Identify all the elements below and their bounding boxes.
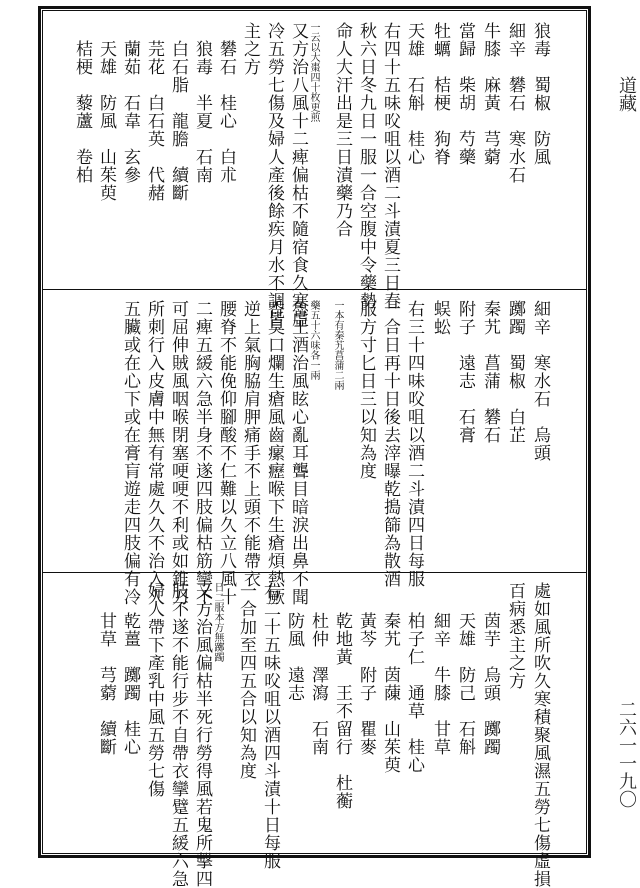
text-column-top: 天雄 石斛 桂心 [404,22,424,166]
text-column-top: 秋六日冬九日一服一合空腹中令藥勢 [356,22,376,310]
text-column-middle: 秦艽 菖蒲 礬石 [480,300,500,444]
text-column-top: 主之方 [240,22,260,76]
text-column-middle: 逆上氣胸脇肩胛痛手不上頭不能帶衣 [240,300,260,588]
text-column-bottom: 柏子仁 通草 桂心 [404,612,424,774]
text-column-top: 冷五勞七傷及婦人產後餘疾月水不調皆 [264,22,284,328]
text-column-middle: 右三十四味㕮咀以酒二斗漬四日每服 [404,300,424,588]
text-column-bottom: 天雄 防己 石斛 [455,612,475,756]
text-column-top: 牛膝 麻黃 芎藭 [480,22,500,166]
text-column-bottom: 一合加至四五合以知為度 [236,582,256,780]
text-column-top: 一云以大棗四十枚更煎 [308,22,319,122]
text-column-top: 當歸 柴胡 芍藥 [455,22,475,166]
text-column-top: 牡蠣 桔梗 狗脊 [430,22,450,166]
text-column-middle: 細辛 寒水石 烏頭 [530,300,550,462]
text-column-top: 右四十五味㕮咀以酒二斗漬夏三日春 [380,22,400,310]
text-column-middle: 腰脊不能俛仰腳酸不仁難以久立八風十 [216,300,236,606]
text-column-middle: 香臭口爛生瘡風齒瘰癧喉下生瘡煩熱厥 [264,300,284,606]
text-column-bottom: 右二十五味㕮咀以酒四斗漬十日每服 [260,582,280,870]
text-column-bottom: 杜仲 澤瀉 石南 [308,612,328,756]
text-column-top: 礬石 桂心 白朮 [216,40,236,184]
text-column-middle: 所刺行入皮膚中無有常處久久不治入人 [144,300,164,606]
text-column-top: 狼毒 半夏 石南 [192,40,212,184]
text-column-middle: 躑躅 蜀椒 白芷 [505,300,525,444]
text-column-bottom: 黃芩 附子 瞿麥 [356,612,376,756]
margin-label-daozang: 道藏 [616,76,637,112]
margin-page-number: 二六一一九〇 [616,700,637,808]
text-column-top: 芫花 白石英 代赭 [144,40,164,202]
text-column-bottom: 又方治風偏枯半死行勞得風若鬼所擊四 [192,582,212,888]
text-column-middle: 一本有秦艽菖蒲二兩 [332,300,343,390]
text-column-bottom: 甘草 芎藭 續斷 [96,612,116,756]
text-column-top: 桔梗 藜蘆 卷柏 [72,40,92,184]
text-column-bottom: 乾薑 躑躅 桂心 [120,612,140,756]
text-column-bottom: 處如風所吹久寒積聚風濕五勞七傷虛損 [530,582,550,888]
text-column-bottom: 婦人帶下產乳中風五勞七傷 [144,582,164,798]
text-column-bottom: 細辛 牛膝 甘草 [430,612,450,756]
text-column-top: 又方治八風十二痺偏枯不隨宿食久寒虛 [288,22,308,328]
text-column-middle: 魯王酒治風眩心亂耳聾目暗淚出鼻不聞 [288,300,308,606]
text-column-bottom: 茵芋 烏頭 躑躅 [480,612,500,756]
text-column-middle: 五臟或在心下或在膏肓遊走四肢偏有冷 [120,300,140,606]
text-column-bottom: 乾地黃 王不留行 杜蘅 [332,612,352,810]
text-column-middle: 二痺五緩六急半身不遂四肢偏枯筋攣不 [192,300,212,606]
text-column-bottom: 防風 遠志 [284,612,304,702]
text-column-top: 蘭茹 石韋 玄參 [120,40,140,184]
text-column-top: 狼毒 蜀椒 防風 [530,22,550,166]
text-column-top: 命人大汗出是三日漬藥乃合 [332,22,352,238]
panel-divider-1 [42,289,587,290]
text-column-top: 細辛 礬石 寒水石 [505,22,525,184]
text-column-bottom: 肢不遂不能行步不自帶衣攣躄五緩六急 [168,582,188,888]
text-column-top: 天雄 防風 山茱萸 [96,40,116,202]
text-column-middle: 蜈蚣 [430,300,450,336]
text-column-middle: 藥五十六味各一兩 [308,300,319,380]
text-column-top: 白石脂 龍膽 續斷 [168,40,188,202]
text-column-bottom: 秦艽 茵蔯 山茱萸 [380,612,400,774]
text-column-bottom: 百病悉主之方 [505,582,525,690]
text-column-bottom: 日二服本方無躑躅 [212,582,223,662]
text-column-middle: 可屈伸賊風咽喉閉塞哽哽不利或如錐刀 [168,300,188,606]
text-column-middle: 一合日再十日後去滓曝乾搗篩為散酒 [380,300,400,588]
text-column-middle: 附子 遠志 石膏 [455,300,475,444]
text-column-middle: 服方寸匕日三以知為度 [356,300,376,480]
